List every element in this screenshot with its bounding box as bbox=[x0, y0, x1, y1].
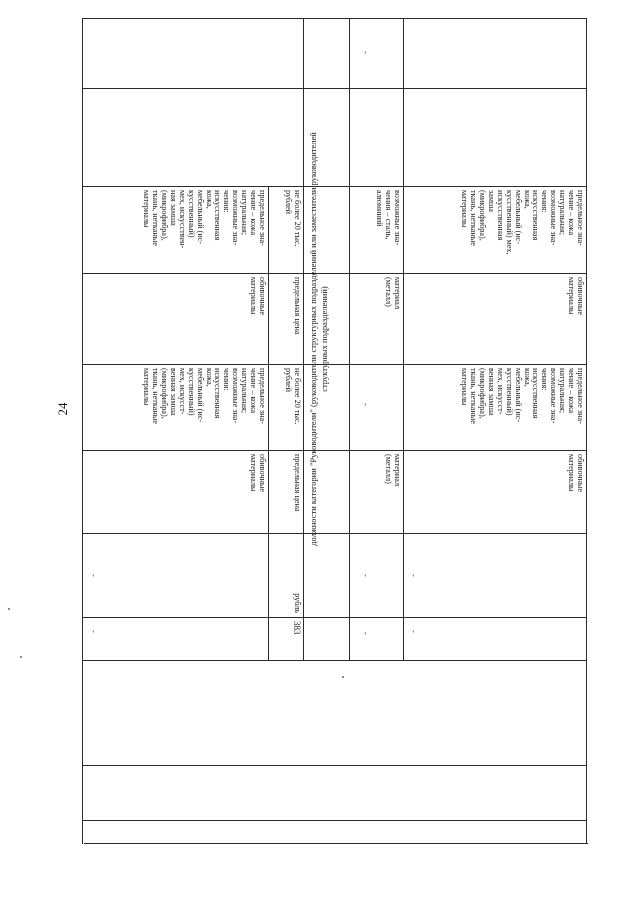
row-b-c3: рубль bbox=[293, 593, 302, 613]
row-d-c1: - bbox=[408, 630, 418, 633]
row-c-c4: материал (металл) bbox=[384, 454, 402, 487]
row-b-c5: не более 20 тыс. рублей bbox=[284, 368, 302, 425]
row-d-c6: обивочные материалы bbox=[567, 277, 585, 315]
scan-speck bbox=[20, 656, 22, 658]
section-heading: должности категории "Руководители" (руководители структурных подразделений или заместители руководителей структурных подразделений) bbox=[308, 132, 329, 546]
row-b-c6: предельная цена bbox=[293, 277, 302, 335]
row-d-c4: обивочные материалы bbox=[567, 454, 585, 492]
scan-speck bbox=[342, 676, 344, 678]
row-a-c1: - bbox=[88, 630, 98, 633]
row-c-c1: - bbox=[360, 632, 370, 635]
row-b-c4: предельная цена bbox=[293, 454, 302, 512]
row-a-c7: предельное зна- чение – кожа натуральная; возможные зна- чения: искусственная кожа, мебельный (ис- кусственный) мех, искусствен- ная замша (микрофибра), ткань, нетканые материалы bbox=[142, 190, 267, 249]
row-c-c8: - bbox=[360, 51, 370, 54]
row-a-c2: - bbox=[88, 574, 98, 577]
row-b-c2: 383 bbox=[292, 621, 302, 635]
row-a-c3: обивочные материалы bbox=[249, 454, 267, 492]
page-number: 24 bbox=[55, 402, 70, 416]
row-a-c6: обивочные материалы bbox=[249, 277, 267, 315]
row-d-c2: - bbox=[408, 574, 418, 577]
row-c-c6: материал (металл) bbox=[384, 277, 402, 310]
row-c-c7: возможные зна- чения – сталь, алюминий bbox=[375, 190, 402, 246]
row-d-c7: предельное зна- чение – кожа натуральная; возможные зна- чения: искусственная кожа, мебельный (ис- кусственный) мех, искусственная замша (микрофибра), ткань, нетканые материалы bbox=[460, 190, 585, 255]
row-c-c2: - bbox=[360, 574, 370, 577]
row-c-c5: - bbox=[360, 403, 370, 406]
row-a-c5: предельное зна- чение – кожа натуральная; возможные зна- чения: искусственная кожа, мебельный (ис- кусственный) мех, искусст- венная замша (микрофибра), ткань, нетканые материалы bbox=[142, 368, 267, 424]
row-b-c7: не более 20 тыс. рублей bbox=[284, 190, 302, 247]
scan-speck bbox=[8, 608, 10, 610]
row-d-c5: предельное зна- чение – кожа натуральная; возможные зна- чения: искусственная кожа, мебельный (ис- кусственный) мех, искусст- венная замша (микрофибра), ткань, нетканые материалы bbox=[460, 368, 585, 424]
